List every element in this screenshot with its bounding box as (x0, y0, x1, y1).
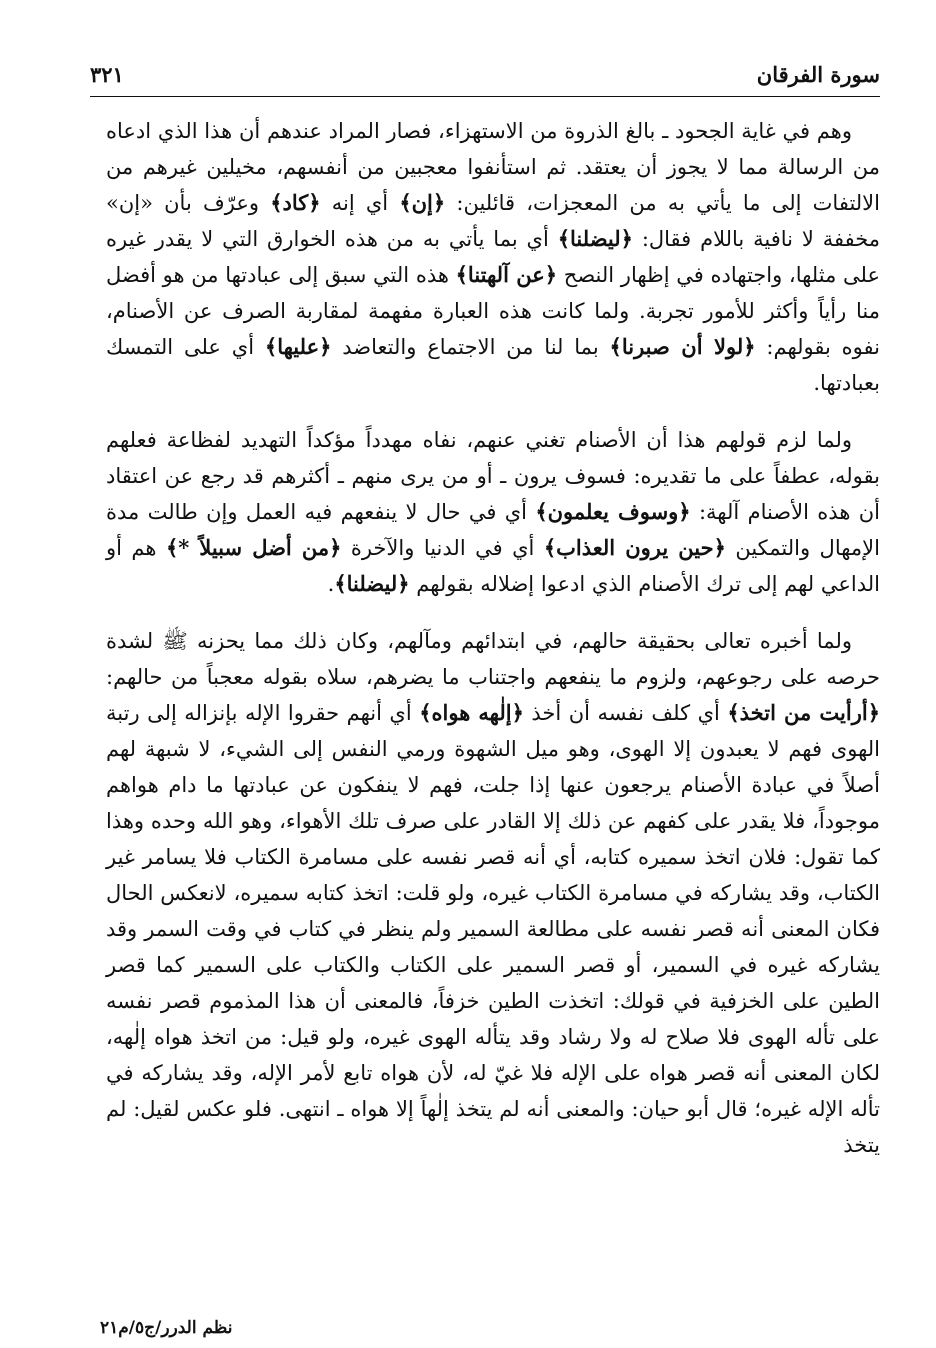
quran-quote: ﴿وسوف يعلمون﴾ (535, 499, 691, 524)
commentary-text: هذه التي سبق إلى عبادتها من هو أفضل منا رأياً وأكثر للأمور تجربة. ولما كانت هذه العبارة مفهمة لمقاربة الصرف عن الأصنام، نفوه بقولهم: (106, 263, 880, 359)
commentary-text: أي إنه (320, 191, 400, 215)
commentary-text: أي على التمسك بعبادتها. (106, 335, 880, 395)
commentary-text: هم أو الداعي لهم إلى ترك الأصنام الذي ادعوا إضلاله بقولهم (106, 536, 880, 596)
paragraph (106, 113, 880, 401)
paragraph (106, 422, 880, 602)
body-text (106, 113, 880, 1163)
quran-quote: ﴿ليضلنا﴾ (334, 571, 410, 596)
quran-quote: ﴿عليها﴾ (264, 334, 332, 359)
page-number: ٣٢١ (90, 62, 124, 87)
quran-quote: ﴿لولا أن صبرنا﴾ (609, 334, 756, 359)
commentary-text: ولما لزم قولهم هذا أن الأصنام تغني عنهم، نفاه مهدداً مؤكداً التهديد لفظاعة فعلهم بقوله، عطفاً على ما تقديره: فسوف يرون ـ أو من يرى منهم ـ أكثرهم قد رجع عن اعتقاد أن هذه الأصنام آلهة: (106, 428, 880, 524)
commentary-text: أي بما يأتي به من هذه الخوارق التي لا يقدر غيره على مثلها، واجتهاده في إظهار النصح (106, 227, 881, 287)
page-header (90, 56, 880, 96)
commentary-text: وهم في غاية الجحود ـ بالغ الذروة من الاستهزاء، فصار المراد عندهم أن هذا الذي ادعاه من الرسالة مما لا يجوز أن يعتقد. ثم استأنفوا معجبين من أنفسهم، مخيلين غيرهم من الالتفات إلى ما يأتي به من المعجزات، قائلين: (106, 119, 880, 215)
commentary-text: أي في حال لا ينفعهم فيه العمل وإن طالت مدة الإمهال والتمكين (106, 500, 880, 560)
printer-signature: نظم الدرر/ج٥/م٢١ (100, 1318, 233, 1338)
quran-quote: ﴿من أضل سبيلاً *﴾ (165, 535, 342, 560)
paragraph (106, 623, 880, 1163)
surah-title: سورة الفرقان (756, 62, 880, 87)
commentary-text: وعرّف بأن «إن» مخففة لا نافية باللام فقال: (106, 191, 881, 251)
commentary-text: أي أنهم حقروا الإله بإنزاله إلى رتبة الهوى فهم لا يعبدون إلا الهوى، وهو ميل الشهوة ورمي النفس إلى الشيء، لا شبهة لهم أصلاً في عبادة الأصنام يرجعون عنها إذا جلت، فهم لا ينفكون عن عبادتها ما دام هواهم موجوداً، فلا يقدر على كفهم عن ذلك إلا القادر على صرف تلك الأهواء، وهو الله وحده وهذا كما تقول: فلان اتخذ سميره كتابه، أي أنه قصر نفسه على مسامرة الكتاب فلا يسامر غير الكتاب، وقد يشاركه في مسامرة الكتاب غيره، ولو قلت: اتخذ كتابه سميره، لانعكس الحال فكان المعنى أنه قصر نفسه على مطالعة السمير ولم ينظر في كتاب في وقت السمر وقد يشاركه غيره في السمير، أو قصر السمير على الكتاب والكتاب على السمير كما قصر الطين على الخزفية في قولك: اتخذت الطين خزفاً، فالمعنى أن هذا المذموم قصر نفسه على تأله الهوى فلا صلاح له ولا رشاد وقد يتأله الهوى غيره، ولو قيل: من اتخذ هواه إلٰهه، لكان المعنى أنه قصر هواه على الإله فلا غيّ له، لأن هواه تابع لأمر الإله، وقد يشاركه في تأله الإله غيره؛ قال أبو حيان: والمعنى أنه لم يتخذ إلٰهاً إلا هواه ـ انتهى. فلو عكس لقيل: لم يتخذ (106, 701, 880, 1157)
header-rule (90, 96, 880, 97)
quran-quote: ﴿إلٰهه هواه﴾ (419, 700, 524, 725)
quran-quote: ﴿ليضلنا﴾ (557, 226, 633, 251)
commentary-text: أي في الدنيا والآخرة (341, 536, 544, 560)
quran-quote: ﴿عن آلهتنا﴾ (455, 262, 558, 287)
commentary-text: بما لنا من الاجتماع والتعاضد (331, 335, 610, 359)
commentary-text: أي كلف نفسه أن أخذ (523, 701, 728, 725)
commentary-text: . (327, 572, 335, 596)
quran-quote: ﴿حين يرون العذاب﴾ (543, 535, 726, 560)
quran-quote: ﴿أرأيت من اتخذ﴾ (727, 700, 880, 725)
commentary-text: ولما أخبره تعالى بحقيقة حالهم، في ابتدائهم ومآلهم، وكان ذلك مما يحزنه ﷺ لشدة حرصه على رجوعهم، ولزوم ما ينفعهم واجتناب ما يضرهم، سلاه بقوله معجباً من حالهم: (106, 629, 880, 689)
quran-quote: ﴿إن﴾ (399, 190, 446, 215)
quran-quote: ﴿كاد﴾ (270, 190, 321, 215)
